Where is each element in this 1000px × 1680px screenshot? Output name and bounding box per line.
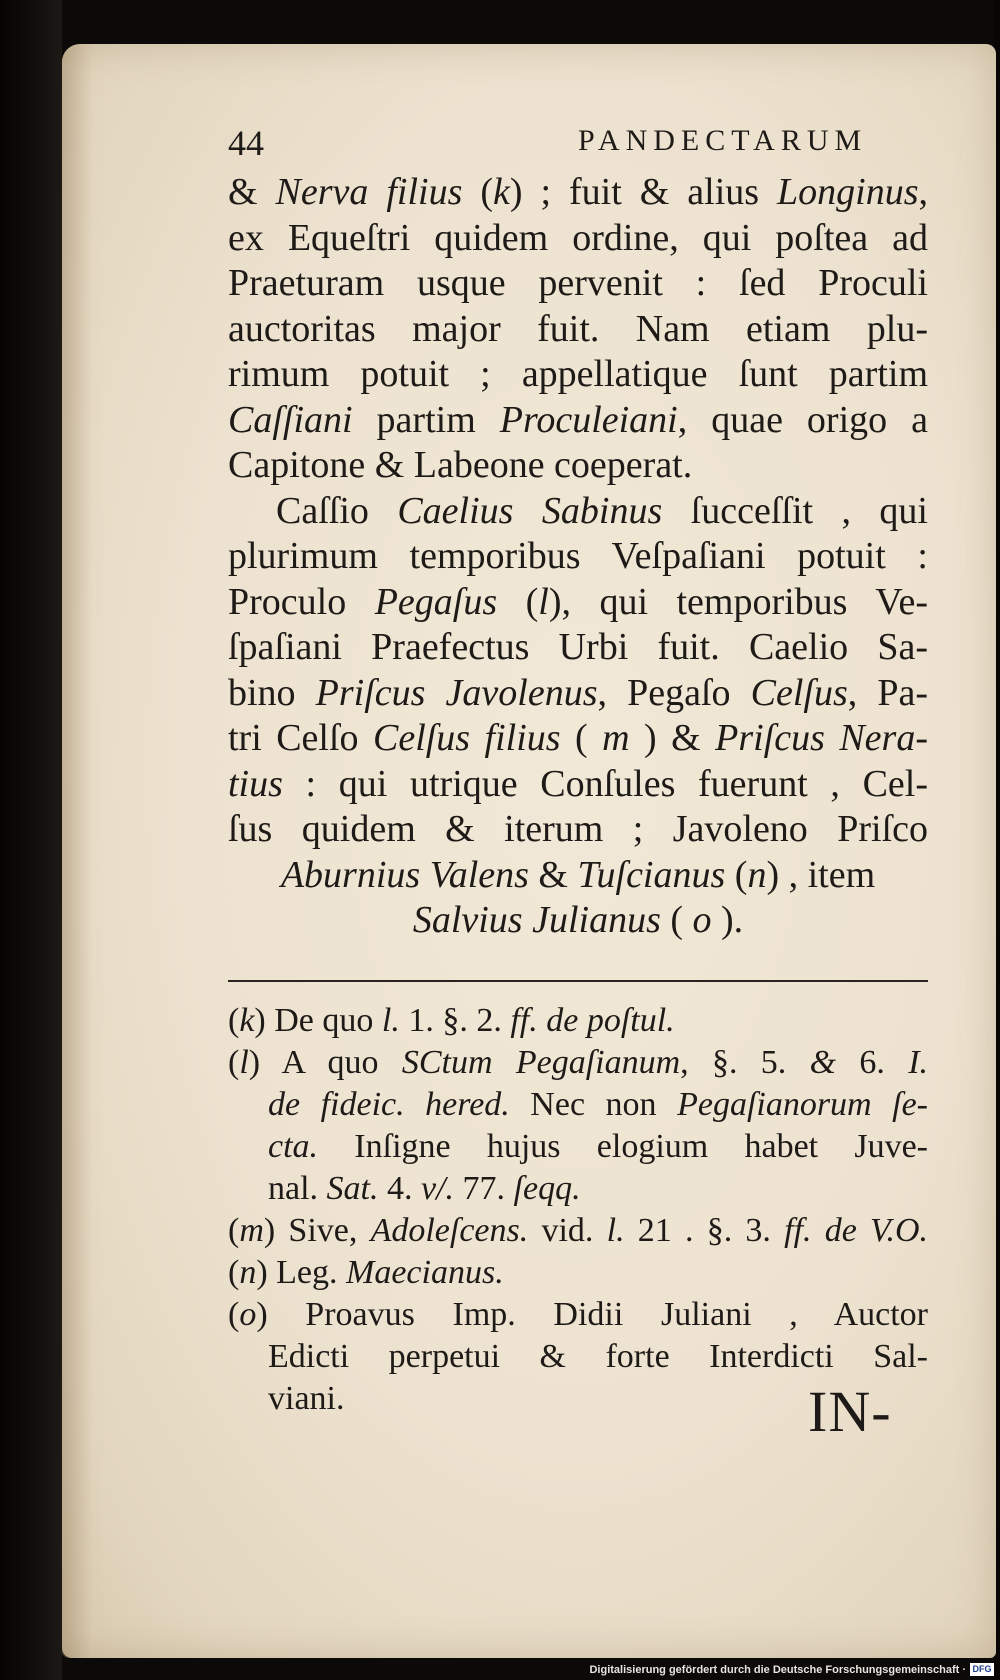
body-line-14 <box>228 762 928 808</box>
footnote-line-n <box>228 1252 928 1294</box>
text-segment: , quae origo a <box>677 398 928 441</box>
text-segment: tius <box>228 762 283 805</box>
text-segment: Caſſiani <box>228 398 353 441</box>
text-segment: ( <box>462 171 494 213</box>
text-segment: plurimum temporibus Veſpaſiani potuit : <box>228 535 928 577</box>
text-segment: ſpaſiani Praefectus Urbi fuit. Caelio Sa- <box>228 626 928 668</box>
scan-dark-left-edge <box>0 0 62 1680</box>
body-line-2 <box>228 216 928 262</box>
body-line-3 <box>228 261 928 307</box>
text-segment: viani. <box>268 1379 345 1417</box>
text-segment: tri Celſo <box>228 717 373 759</box>
body-line-9 <box>228 534 928 580</box>
body-line-17 <box>228 898 928 944</box>
text-segment: Pegaſianorum ſe- <box>677 1085 928 1123</box>
body-line-1 <box>228 170 928 216</box>
text-segment: & <box>528 853 578 896</box>
text-segment: 4. <box>378 1169 421 1207</box>
body-line-15 <box>228 807 928 853</box>
body-line-7 <box>228 443 928 489</box>
body-line-13 <box>228 716 928 762</box>
text-segment: ( <box>228 1001 240 1039</box>
text-segment: Pegaſus <box>374 580 498 623</box>
page-number: 44 <box>228 123 264 163</box>
body-line-10 <box>228 580 928 626</box>
footnote-line-o-cont-1 <box>228 1336 928 1378</box>
footnote-line-l <box>228 1042 928 1084</box>
text-segment: v/. <box>421 1169 455 1207</box>
text-segment: ( <box>228 1253 240 1291</box>
text-segment: ) Leg. <box>256 1253 347 1291</box>
text-segment: Adoleſcens. <box>370 1211 529 1249</box>
text-segment: 1. §. 2. <box>399 1001 511 1039</box>
text-segment: m <box>602 717 630 759</box>
footnote-line-l-cont-1 <box>228 1084 928 1126</box>
page-header <box>168 118 928 168</box>
catchword: IN- <box>808 1379 892 1444</box>
text-segment: ) , item <box>766 853 876 896</box>
text-segment: Edicti perpetui & forte Interdicti Sal- <box>268 1337 928 1375</box>
text-segment: n <box>239 1253 257 1291</box>
text-segment: I. <box>908 1043 929 1081</box>
text-segment: ( <box>497 580 539 623</box>
text-segment: m <box>239 1211 264 1249</box>
text-segment: n <box>747 853 767 896</box>
text-segment: de fideic. hered. <box>268 1085 510 1123</box>
text-segment: 77. <box>454 1169 514 1207</box>
text-segment: Nerva filius <box>275 171 463 213</box>
text-segment: ſeqq. <box>513 1169 581 1207</box>
text-segment: , Pegaſo <box>597 671 751 714</box>
text-segment: k <box>493 171 510 213</box>
text-segment: k <box>239 1001 255 1039</box>
text-segment: partim <box>352 398 500 441</box>
text-segment: ( <box>725 853 748 896</box>
text-segment: bino <box>228 671 316 714</box>
text-segment: ) & <box>629 717 716 759</box>
text-segment: ſus quidem & iterum ; Javoleno Priſco <box>228 808 928 850</box>
footnote-separator-rule <box>228 980 928 982</box>
text-segment: ( <box>228 1295 240 1333</box>
text-segment: , §. 5. <box>680 1043 810 1081</box>
text-segment: ( <box>660 899 693 941</box>
text-segment: , Pa- <box>847 671 929 714</box>
text-segment: ) Sive, <box>263 1211 371 1249</box>
text-segment: Celſus <box>750 671 848 714</box>
footnote-line-m <box>228 1210 928 1252</box>
text-segment: Nec non <box>509 1085 678 1123</box>
text-segment: Inſigne hujus elogium habet Juve- <box>318 1127 928 1165</box>
text-segment: Priſcus Nera- <box>715 717 928 759</box>
footnote-line-k <box>228 1000 928 1042</box>
text-segment: ff. de V.O. <box>784 1211 928 1249</box>
text-segment: Sat. <box>326 1169 379 1207</box>
text-segment: o <box>239 1295 257 1333</box>
text-segment: Maecianus. <box>346 1253 504 1291</box>
text-segment: Aburnius Valens <box>280 853 529 896</box>
body-line-16 <box>228 853 928 899</box>
text-segment: auctoritas major fuit. Nam etiam plu- <box>228 307 928 350</box>
text-segment: & <box>809 1043 837 1081</box>
text-segment: rimum potuit ; appellatique ſunt partim <box>228 353 928 395</box>
text-segment: l. <box>381 1001 400 1039</box>
text-segment: Proculo <box>228 580 375 623</box>
text-segment: Priſcus Javolenus <box>315 671 598 714</box>
text-segment: ) De quo <box>254 1001 382 1039</box>
text-segment: ff. de poſtul. <box>510 1001 675 1039</box>
body-line-6 <box>228 398 928 444</box>
footnotes <box>168 1000 928 1420</box>
text-segment: 6. <box>836 1043 909 1081</box>
footnote-line-l-cont-2 <box>228 1126 928 1168</box>
text-segment: cta. <box>268 1127 319 1165</box>
text-segment: l. <box>606 1211 625 1249</box>
text-segment: ). <box>711 899 744 941</box>
body-line-12 <box>228 671 928 717</box>
text-segment: ex Equeſtri quidem ordine, qui poſtea ad <box>228 216 928 259</box>
body-line-11 <box>228 625 928 671</box>
text-segment: Praeturam usque pervenit : ſed Proculi <box>228 262 928 304</box>
text-segment: ſucceſſit , qui <box>662 489 928 532</box>
text-segment: 21 . §. 3. <box>624 1211 785 1249</box>
text-segment: Proculeiani <box>499 398 678 441</box>
body-line-8 <box>228 489 928 535</box>
text-segment: ( <box>228 1211 240 1249</box>
text-segment: ), qui temporibus Ve- <box>548 580 929 623</box>
text-segment: : qui utrique Conſules fuerunt , Cel- <box>282 762 928 805</box>
text-segment: ) ; fuit & alius <box>509 171 778 213</box>
running-head: PANDECTARUM <box>578 124 868 157</box>
text-segment: l <box>239 1043 249 1081</box>
text-segment: Capitone & Labeone coeperat. <box>228 444 693 486</box>
footnote-line-o <box>228 1294 928 1336</box>
text-segment: Longinus <box>777 171 919 213</box>
text-segment: & <box>228 171 276 213</box>
text-segment: , <box>918 171 929 213</box>
text-segment: nal. <box>268 1169 327 1207</box>
text-block <box>168 118 928 1420</box>
text-segment: vid. <box>528 1211 607 1249</box>
main-text <box>168 170 928 944</box>
dfg-logo-badge: DFG <box>970 1663 994 1676</box>
footnote-line-l-cont-3 <box>228 1168 928 1210</box>
text-segment: ) A quo <box>248 1043 402 1081</box>
text-segment: SCtum Pegaſianum <box>401 1043 681 1081</box>
text-segment: ( <box>228 1043 240 1081</box>
body-line-5 <box>228 352 928 398</box>
text-segment: Caſſio <box>276 489 398 532</box>
text-segment: Caelius Sabinus <box>397 489 663 532</box>
digitization-credit: Digitalisierung gefördert durch die Deutsche Forschungsgemeinschaft · <box>589 1664 966 1676</box>
text-segment: Tuſcianus <box>577 853 726 896</box>
text-segment: Salvius Julianus <box>412 899 661 941</box>
text-segment: ( <box>560 717 603 759</box>
text-segment: o <box>692 899 712 941</box>
text-segment: ) Proavus Imp. Didii Juliani , Auctor <box>256 1295 928 1333</box>
text-segment: Celſus filius <box>372 717 561 759</box>
body-line-4 <box>228 307 928 353</box>
text-segment: l <box>538 580 549 623</box>
